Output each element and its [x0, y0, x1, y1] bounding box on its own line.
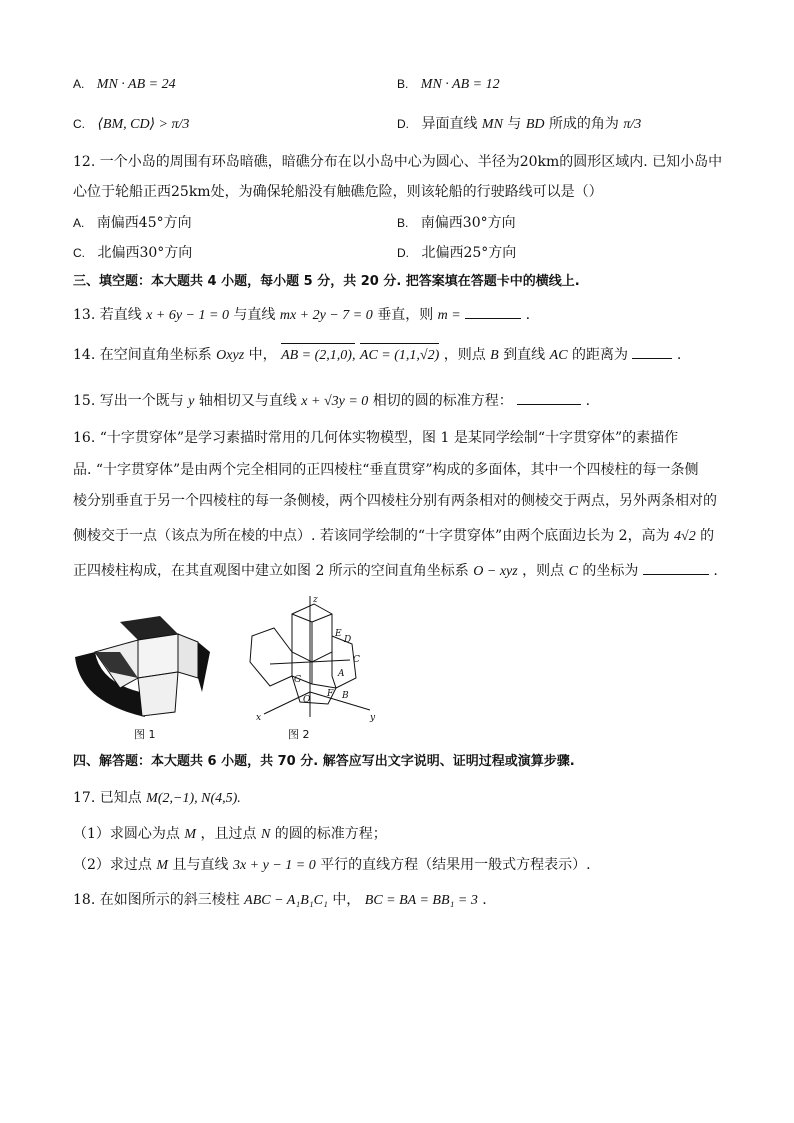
label-f: F	[327, 689, 334, 699]
q16-line4-pre: 侧棱交于一点（该点为所在棱的中点）. 若该同学绘制的“十字贯穿体”由两个底面边长为 2，高为	[73, 528, 670, 544]
q15-mid: 轴相切又与直线	[198, 393, 297, 409]
label-d: D	[344, 635, 352, 645]
q17-part1	[73, 824, 387, 845]
q14-sys: Oxyz	[216, 348, 245, 363]
section-4-heading: 四、解答题：本大题共 6 小题，共 70 分. 解答应写出文字说明、证明过程或演算步骤.	[73, 754, 575, 769]
option-label: C.	[73, 117, 85, 131]
answer-blank[interactable]	[632, 344, 672, 359]
q17	[73, 788, 241, 809]
q15-post: 相切的圆的标准方程：	[372, 393, 513, 409]
q16-line5	[73, 560, 718, 582]
figure-1-sketch	[70, 612, 220, 722]
line-mn: MN	[481, 117, 503, 132]
vector-ac: AC = (1,1,√2)	[360, 346, 439, 366]
q15-y: y	[188, 394, 195, 409]
q17-part2	[73, 855, 591, 876]
q18-end: .	[482, 892, 487, 908]
figure-2-caption: 图 2	[288, 728, 310, 741]
q17-p2-m: M	[156, 858, 169, 873]
q17-p1-pre: （1）求圆心为点	[73, 826, 180, 842]
q17-p1-post: 的圆的标准方程；	[274, 826, 387, 842]
option-expr: ⟨BM, CD⟩ > π/3	[97, 117, 190, 132]
option-label: A.	[73, 77, 85, 91]
q14-end: .	[676, 347, 682, 363]
q13-ans-var: m =	[437, 308, 461, 323]
q16-line1: 16. “十字贯穿体”是学习素描时常用的几何体实物模型，图 1 是某同学绘制“十字贯穿体”的素描作	[73, 430, 679, 446]
q14-post: 的距离为	[571, 347, 628, 363]
q16-sys: O − xyz	[473, 564, 518, 579]
q16-line4-post: 的	[700, 528, 715, 544]
option-text-post: 所成的角为	[548, 116, 619, 132]
q13-eq2: mx + 2y − 7 = 0	[279, 308, 373, 323]
option-text: 南偏西45°方向	[96, 215, 192, 231]
q14-b: B	[490, 348, 499, 363]
q11-option-a	[73, 74, 176, 95]
q11-option-c	[73, 114, 189, 135]
option-label: C.	[73, 246, 85, 260]
q18-pre: 18. 在如图所示的斜三棱柱	[73, 892, 240, 908]
option-text: 北偏西25°方向	[421, 245, 517, 261]
q15-end: .	[585, 393, 591, 409]
option-text-pre: 异面直线	[421, 116, 478, 132]
q15-pre: 15. 写出一个既与	[73, 393, 184, 409]
q11-option-d	[397, 114, 641, 135]
q12-option-c	[73, 243, 192, 263]
answer-blank[interactable]	[643, 560, 709, 575]
q13	[73, 304, 530, 326]
section-3-heading: 三、填空题：本大题共 4 小题，每小题 5 分，共 20 分. 把答案填在答题卡中的横线上.	[73, 274, 580, 289]
q12-stem-line1: 12. 一个小岛的周围有环岛暗礁，暗礁分布在以小岛中心为圆心、半径为20km的圆形区域内. 已知小岛中	[73, 154, 723, 170]
label-a: A	[338, 669, 345, 679]
q16-line3: 棱分别垂直于另一个四棱柱的每一条侧棱，两个四棱柱分别有两条相对的侧棱交于两点，另外两条相对的	[73, 493, 717, 509]
bottom-wing	[138, 672, 178, 716]
q14-pre: 14. 在空间直角坐标系	[73, 347, 212, 363]
q13-mid: 与直线	[233, 307, 276, 323]
y-axis	[310, 692, 370, 710]
left-prism	[250, 628, 292, 686]
vector-ab: AB = (2,1,0),	[281, 346, 355, 366]
center-face	[138, 634, 178, 678]
label-b: B	[342, 691, 349, 701]
answer-blank[interactable]	[517, 390, 581, 405]
label-g: G	[294, 675, 302, 685]
option-text-mid: 与	[507, 116, 522, 132]
figure-1-caption: 图 1	[134, 728, 156, 741]
q12-option-a	[73, 213, 192, 233]
q14-mid1: 中，	[248, 347, 277, 363]
label-e: E	[335, 629, 342, 639]
q11-option-b	[397, 74, 500, 95]
option-expr: MN · AB = 24	[96, 77, 176, 92]
option-label: B.	[397, 216, 409, 230]
label-c: C	[353, 655, 360, 665]
label-x: x	[256, 713, 262, 722]
label-z: z	[313, 595, 318, 605]
answer-blank[interactable]	[465, 304, 521, 319]
q16-line5-post: 的坐标为	[582, 563, 639, 579]
q12-option-d	[397, 243, 516, 263]
q16-line5-mid: ，则点	[522, 563, 565, 579]
q16-end: .	[713, 563, 718, 579]
option-text: 南偏西30°方向	[420, 215, 516, 231]
option-label: D.	[397, 246, 409, 260]
q14-acl: AC	[549, 348, 568, 363]
q17-p2-mid: 且与直线	[172, 857, 229, 873]
q14-mid2: ，则点	[443, 347, 486, 363]
label-o: O	[303, 695, 311, 705]
q17-p2-eq: 3x + y − 1 = 0	[232, 858, 316, 873]
q16-line4	[73, 526, 714, 547]
right-dark-face	[198, 642, 210, 692]
line-bd: BD	[525, 117, 545, 132]
q17-p2-pre: （2）求过点	[73, 857, 152, 873]
q12-stem-line2: 心位于轮船正西25km处，为确保轮船没有触礁危险，则该轮船的行驶路线可以是（）	[73, 184, 603, 200]
q13-eq1: x + 6y − 1 = 0	[146, 308, 229, 323]
option-expr: MN · AB = 12	[420, 77, 500, 92]
figure-2-diagram	[240, 592, 380, 722]
q18-eq: BC = BA = BB₁ = 3	[364, 893, 478, 908]
q13-post: 垂直，则	[377, 307, 434, 323]
option-label: A.	[73, 216, 85, 230]
q14	[73, 344, 681, 366]
q18-mid: 中，	[332, 892, 361, 908]
q15-eq: x + √3y = 0	[301, 394, 369, 409]
q13-end: .	[525, 307, 531, 323]
q16-point-c: C	[568, 564, 578, 579]
angle-value: π/3	[623, 117, 642, 132]
option-label: D.	[397, 117, 409, 131]
q14-mid3: 到直线	[503, 347, 546, 363]
q17-points: M(2,−1), N(4,5).	[146, 791, 241, 806]
option-label: B.	[397, 77, 409, 91]
right-wing	[178, 634, 198, 678]
q17-pre: 17. 已知点	[73, 790, 142, 806]
q16-line5-pre: 正四棱柱构成，在其直观图中建立如图 2 所示的空间直角坐标系	[73, 563, 469, 579]
q18-prism: ABC − A₁B₁C₁	[244, 893, 328, 908]
q12-option-b	[397, 213, 516, 233]
q17-p1-n: N	[260, 827, 271, 842]
q17-p1-m: M	[184, 827, 197, 842]
q13-pre: 13. 若直线	[73, 307, 142, 323]
q17-p1-mid: ，且过点	[200, 826, 257, 842]
option-text: 北偏西30°方向	[97, 245, 193, 261]
label-y: y	[370, 713, 376, 722]
q18	[73, 890, 487, 911]
q17-p2-post: 平行的直线方程（结果用一般式方程表示）.	[320, 857, 591, 873]
q16-line2: 品. “十字贯穿体”是由两个完全相同的正四棱柱“垂直贯穿”构成的多面体，其中一个四棱柱的每一条侧	[73, 462, 699, 478]
q16-height: 4√2	[674, 529, 696, 544]
q15	[73, 390, 590, 412]
